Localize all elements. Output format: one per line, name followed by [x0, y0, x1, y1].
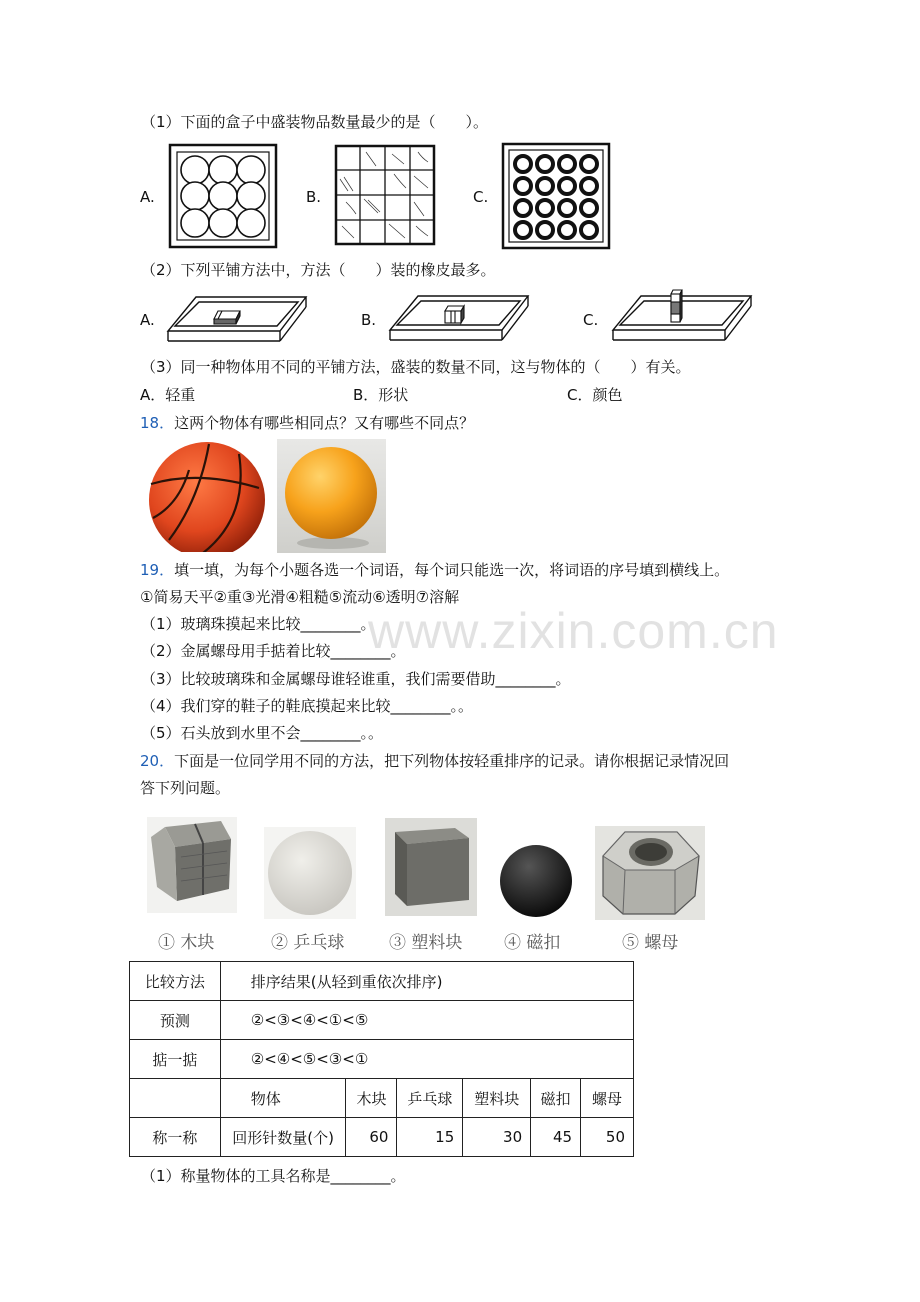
tray-upright-eraser-image — [611, 288, 753, 346]
caption-wood-block: ① 木块 — [158, 933, 215, 953]
tray-flat-eraser-image — [166, 293, 308, 345]
magnet-button-image — [497, 843, 575, 919]
object-metal-nut-cell: 螺母 — [581, 1079, 634, 1118]
q17-sub3-option-a: A．轻重 — [140, 386, 196, 404]
q20-number: 20． — [140, 752, 175, 770]
q19-question: 填一填，为每个小题各选一个词语，每个词只能选一次，将词语的序号填到横线上。 — [174, 561, 730, 579]
q19-text — [140, 560, 729, 580]
object-ping-pong-ball-cell: 乒乓球 — [397, 1079, 463, 1118]
q20-sub1-text: （1）称量物体的工具名称是________。 — [141, 1167, 406, 1185]
q17-sub3-option-b: B．形状 — [353, 386, 409, 404]
metal-nut-image — [595, 826, 705, 920]
header-method-cell: 比较方法 — [130, 962, 221, 1001]
q17-sub1-option-c: C. — [473, 188, 489, 206]
object-wood-block-cell: 木块 — [346, 1079, 397, 1118]
q20-question: 下面是一位同学用不同的方法，把下列物体按轻重排序的记录。请你根据记录情况回 — [174, 752, 730, 770]
watermark: www.zixin.com.cn — [368, 603, 779, 659]
q17-sub1-text: （1）下面的盒子中盛装物品数量最少的是（ ）。 — [141, 113, 489, 131]
ping-pong-ball-image — [277, 439, 386, 553]
result-predict-cell: ②<③<④<①<⑤ — [220, 1001, 633, 1040]
basketball-image — [139, 440, 277, 552]
box-of-balls-image — [168, 143, 278, 249]
q19-item-5: （5）石头放到水里不会________。。 — [141, 724, 384, 742]
header-result-cell: 排序结果(从轻到重依次排序) — [220, 962, 633, 1001]
method-predict-cell: 预测 — [130, 1001, 221, 1040]
q17-sub2-option-a: A. — [140, 311, 155, 329]
count-magnet-button-cell: 45 — [531, 1118, 581, 1157]
count-plastic-block-cell: 30 — [463, 1118, 531, 1157]
q18-number: 18． — [140, 414, 175, 432]
ping-pong-ball-photo — [264, 827, 356, 919]
caption-metal-nut: ⑤ 螺母 — [622, 933, 679, 953]
q19-item-2: （2）金属螺母用手掂着比较________。 — [141, 642, 406, 660]
object-plastic-block-cell: 塑料块 — [463, 1079, 531, 1118]
q17-sub2-option-b: B. — [361, 311, 377, 329]
q18-question: 这两个物体有哪些相同点？又有哪些不同点？ — [174, 414, 475, 432]
tray-side-eraser-image — [388, 292, 530, 346]
q18-text — [140, 413, 474, 433]
q17-sub3-text: （3）同一种物体用不同的平铺方法，盛装的数量不同，这与物体的（ ）有关。 — [141, 358, 691, 376]
table-row — [130, 962, 634, 1001]
q19-item-3: （3）比较玻璃珠和金属螺母谁轻谁重，我们需要借助________。 — [141, 670, 571, 688]
caption-ping-pong-ball: ② 乒乓球 — [271, 933, 345, 953]
weight-record-table — [129, 961, 634, 1157]
plastic-block-image — [385, 818, 477, 916]
wood-block-image — [147, 817, 237, 913]
q19-item-4: （4）我们穿的鞋子的鞋底摸起来比较________。。 — [141, 697, 474, 715]
object-label-cell: 物体 — [220, 1079, 346, 1118]
method-scale-cell: 称一称 — [130, 1118, 221, 1157]
q17-sub2-text: （2）下列平铺方法中，方法（ ）装的橡皮最多。 — [141, 261, 496, 279]
caption-plastic-block: ③ 塑料块 — [389, 933, 463, 953]
result-weigh-by-hand-cell: ②<④<⑤<③<① — [220, 1040, 633, 1079]
q19-word-list: ①简易天平②重③光滑④粗糙⑤流动⑥透明⑦溶解 — [140, 588, 460, 606]
q17-sub2-option-c: C. — [583, 311, 599, 329]
table-row — [130, 1118, 634, 1157]
table-row — [130, 1040, 634, 1079]
q19-item-1: （1）玻璃珠摸起来比较________。 — [141, 615, 376, 633]
method-weigh-by-hand-cell: 掂一掂 — [130, 1040, 221, 1079]
q17-sub3-option-c: C．颜色 — [567, 386, 623, 404]
table-row — [130, 1079, 634, 1118]
table-row — [130, 1001, 634, 1040]
caption-magnet-button: ④ 磁扣 — [504, 933, 561, 953]
q19-number: 19． — [140, 561, 175, 579]
box-of-squares-image — [334, 144, 436, 246]
count-metal-nut-cell: 50 — [581, 1118, 634, 1157]
q20-text-line1 — [140, 751, 729, 771]
count-ping-pong-ball-cell: 15 — [397, 1118, 463, 1157]
count-wood-block-cell: 60 — [346, 1118, 397, 1157]
box-of-rings-image — [501, 142, 611, 250]
q17-sub1-option-b: B. — [306, 188, 322, 206]
q20-text-line2: 答下列问题。 — [140, 779, 231, 797]
object-magnet-button-cell: 磁扣 — [531, 1079, 581, 1118]
paperclip-count-label-cell: 回形针数量(个) — [220, 1118, 346, 1157]
q17-sub1-option-a: A. — [140, 188, 155, 206]
empty-cell — [130, 1079, 221, 1118]
